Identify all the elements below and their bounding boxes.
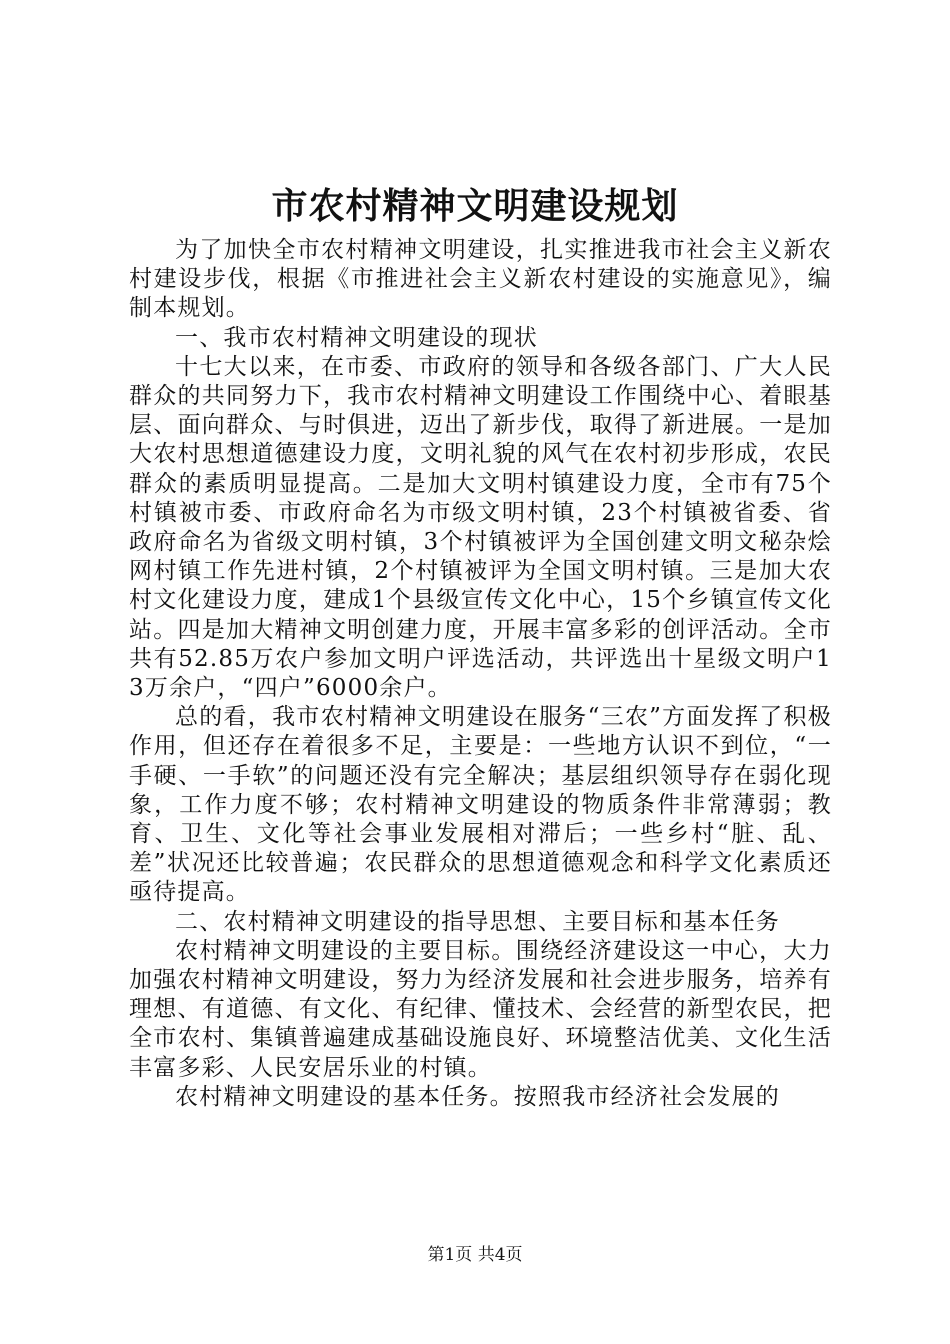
section-heading-current-status: 一、我市农村精神文明建设的现状 (175, 324, 538, 351)
section-heading-guiding-ideas: 二、农村精神文明建设的指导思想、主要目标和基本任务 (175, 908, 780, 935)
paragraph-intro: 为了加快全市农村精神文明建设，扎实推进我市社会主义新农村建设步伐，根据《市推进社会主义新农村建设的实施意见》，编制本规划。 (129, 237, 832, 322)
page-footer: 第1页 共4页 (427, 1245, 523, 1265)
paragraph-shortcomings: 总的看，我市农村精神文明建设在服务“三农”方面发挥了积极作用，但还存在着很多不足，主要是：一些地方认识不到位，“一手硬、一手软”的问题还没有完全解决；基层组织领导存在弱化现象，工作力度不够；农村精神文明建设的物质条件非常薄弱；教育、卫生、文化等社会事业发展相对滞后；一些乡村“脏、乱、差”状况还比较普遍；农民群众的思想道德观念和科学文化素质还亟待提高。 (129, 704, 832, 906)
paragraph-basic-tasks: 农村精神文明建设的基本任务。按照我市经济社会发展的 (175, 1083, 780, 1110)
document-body (129, 236, 832, 1112)
document-title: 市农村精神文明建设规划 (271, 185, 679, 227)
paragraph-main-goals: 农村精神文明建设的主要目标。围绕经济建设这一中心，大力加强农村精神文明建设，努力为经济发展和社会进步服务，培养有理想、有道德、有文化、有纪律、懂技术、会经营的新型农民，把全市农村、集镇普遍建成基础设施良好、环境整洁优美、文化生活丰富多彩、人民安居乐业的村镇。 (129, 937, 832, 1081)
paragraph-status-detail: 十七大以来，在市委、市政府的领导和各级各部门、广大人民群众的共同努力下，我市农村精神文明建设工作围绕中心、着眼基层、面向群众、与时俱进，迈出了新步伐，取得了新进展。一是加大农村思想道德建设力度，文明礼貌的风气在农村初步形成，农民群众的素质明显提高。二是加大文明村镇建设力度，全市有75个村镇被市委、市政府命名为市级文明村镇，23个村镇被省委、省政府命名为省级文明村镇，3个村镇被评为全国创建文明文秘杂烩网村镇工作先进村镇，2个村镇被评为全国文明村镇。三是加大农村文化建设力度，建成1个县级宣传文化中心，15个乡镇宣传文化站。四是加大精神文明创建力度，开展丰富多彩的创评活动。全市共有52.85万农户参加文明户评选活动，共评选出十星级文明户13万余户，“四户”6000余户。 (129, 353, 832, 702)
